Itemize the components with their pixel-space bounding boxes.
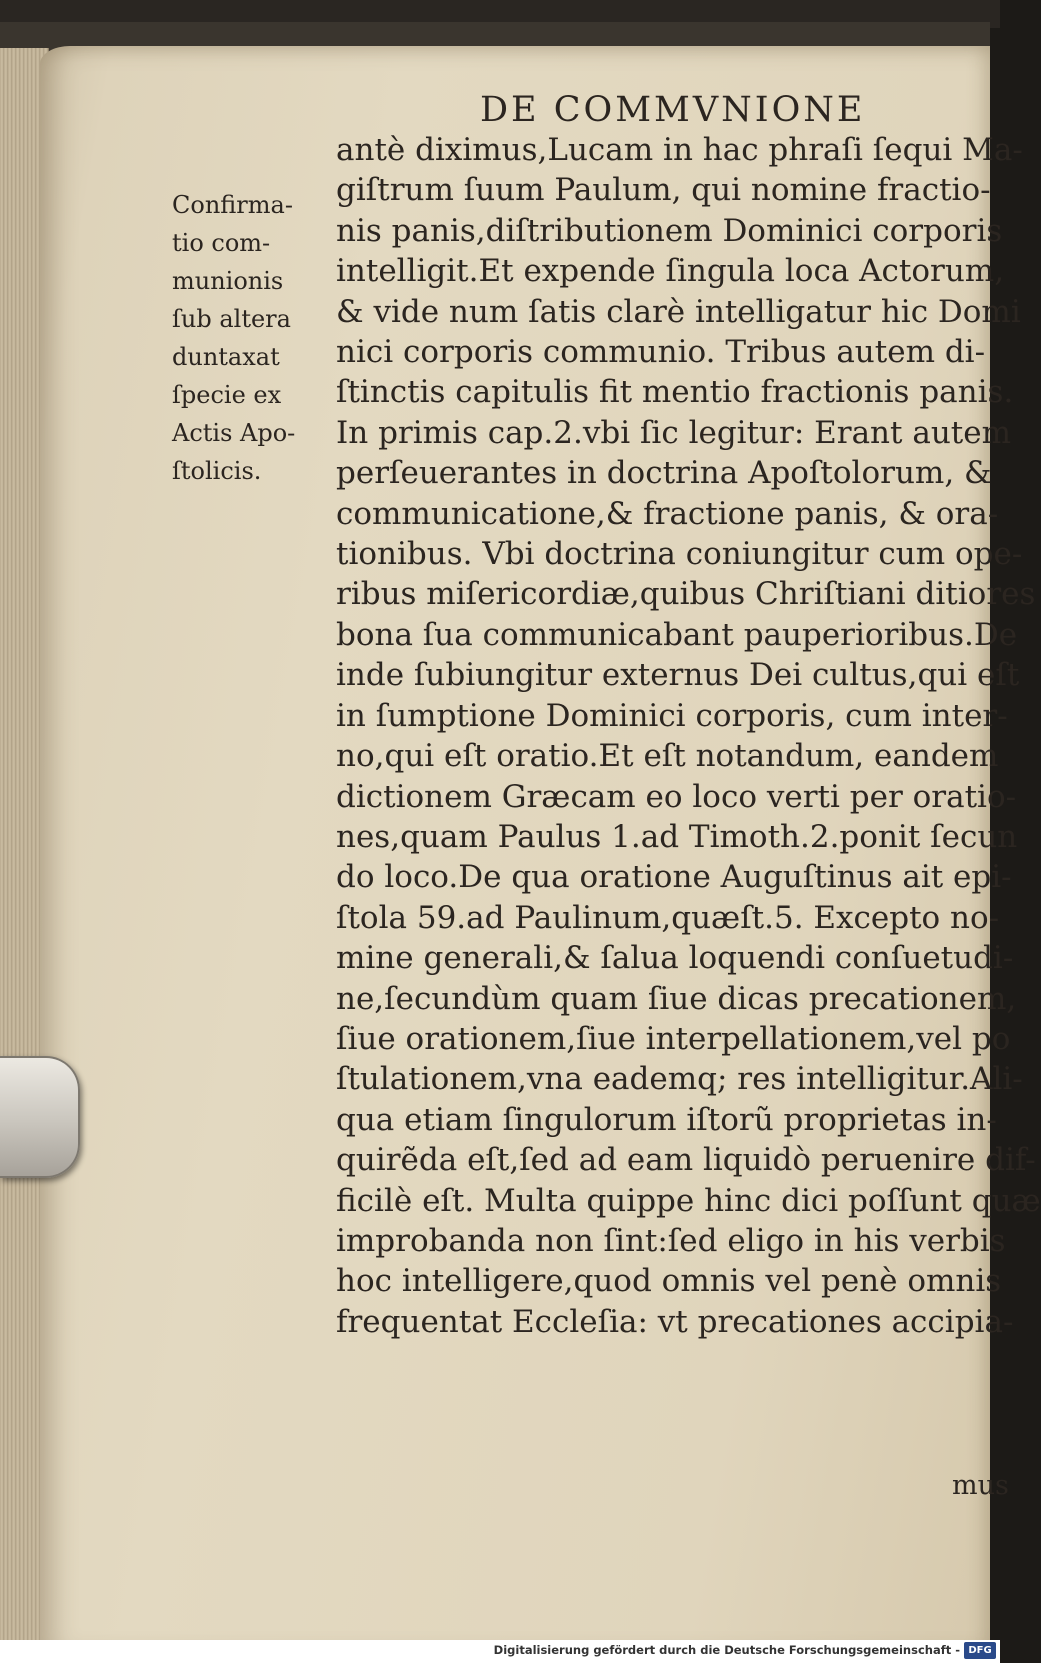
catchword: mus	[952, 1470, 1009, 1501]
marginal-line: munionis	[172, 267, 284, 295]
text-line: perſeuerantes in doctrina Apoſtolorum, &	[336, 455, 992, 492]
marginal-line: ſtolicis.	[172, 457, 262, 485]
text-line: quirẽda eſt,ſed ad eam liquidò peruenire dif-	[336, 1142, 1036, 1179]
text-line: ne,ſecundùm quam ſiue dicas precationem,	[336, 980, 1017, 1017]
text-line: intelligit.Et expende ſingula loca Actorum,	[336, 253, 1005, 290]
text-line: nes,quam Paulus 1.ad Timoth.2.ponit ſecun	[336, 818, 1018, 855]
text-line: antè diximus,Lucam in hac phraſi ſequi Ma-	[336, 132, 1023, 168]
text-line: qua etiam ſingulorum iſtorũ proprietas in-	[336, 1101, 997, 1138]
marginal-line: ſub altera	[172, 305, 291, 333]
marginal-line: Actis Apo-	[172, 419, 296, 447]
text-line: mine generali,& ſalua loquendi conſuetudi-	[336, 940, 1014, 977]
marginal-line: Confirma-	[172, 191, 293, 219]
main-text-block	[336, 130, 1041, 1342]
marginal-line: duntaxat	[172, 343, 280, 371]
marginal-line: tio com-	[172, 229, 271, 257]
text-line: inde ſubiungitur externus Dei cultus,qui eſt	[336, 657, 1020, 694]
text-line: dictionem Græcam eo loco verti per oratio-	[336, 778, 1017, 815]
text-line: giſtrum ſuum Paulum, qui nomine fractio-	[336, 172, 991, 209]
book-page	[40, 46, 1041, 1656]
text-line: do loco.De qua oratione Auguſtinus ait epi-	[336, 859, 1012, 896]
text-line: communicatione,& fractione panis, & ora-	[336, 495, 999, 532]
text-line: ſiue orationem,ſiue interpellationem,vel po	[336, 1020, 1011, 1057]
text-line: in ſumptione Dominici corporis, cum inter-	[336, 697, 1008, 734]
running-head: DE COMMVNIONE	[480, 90, 866, 130]
text-line: ſtinctis capitulis fit mentio fractionis panis.	[336, 374, 1014, 411]
text-line: & vide num ſatis clarè intelligatur hic Domi	[336, 293, 1021, 330]
marginal-note	[172, 186, 332, 490]
footer-credit: Digitalisierung gefördert durch die Deutsche Forschungsgemeinschaft -	[493, 1643, 960, 1657]
text-line: nici corporis communio. Tribus autem di-	[336, 334, 986, 371]
text-line: ſtola 59.ad Paulinum,quæſt.5. Excepto no-	[336, 899, 1000, 936]
text-line: bona ſua communicabant pauperioribus.De	[336, 616, 1018, 653]
text-line: improbanda non ſint:ſed eligo in his verbis	[336, 1222, 1006, 1259]
page-clip	[0, 1056, 80, 1178]
text-line: no,qui eſt oratio.Et eſt notandum, eandem	[336, 738, 999, 775]
text-line: ficilè eſt. Multa quippe hinc dici poſſunt quæ	[336, 1182, 1041, 1219]
text-line: nis panis,diſtributionem Dominici corporis	[336, 212, 1003, 249]
marginal-line: ſpecie ex	[172, 381, 282, 409]
text-line: ribus miſericordiæ,quibus Chriſtiani ditiores	[336, 576, 1036, 613]
text-line: tionibus. Vbi doctrina coniungitur cum ope-	[336, 536, 1023, 573]
footer-bar	[0, 1640, 1000, 1663]
text-line: In primis cap.2.vbi ſic legitur: Erant autem	[336, 414, 1011, 451]
dfg-logo: DFG	[964, 1642, 996, 1659]
book-scan	[0, 22, 1041, 1640]
text-line: ſtulationem,vna eademq; res intelligitur.Ali-	[336, 1061, 1023, 1098]
text-line: frequentat Eccleſia: vt precationes accipia-	[336, 1303, 1014, 1340]
text-line: hoc intelligere,quod omnis vel penè omnis	[336, 1263, 1002, 1300]
